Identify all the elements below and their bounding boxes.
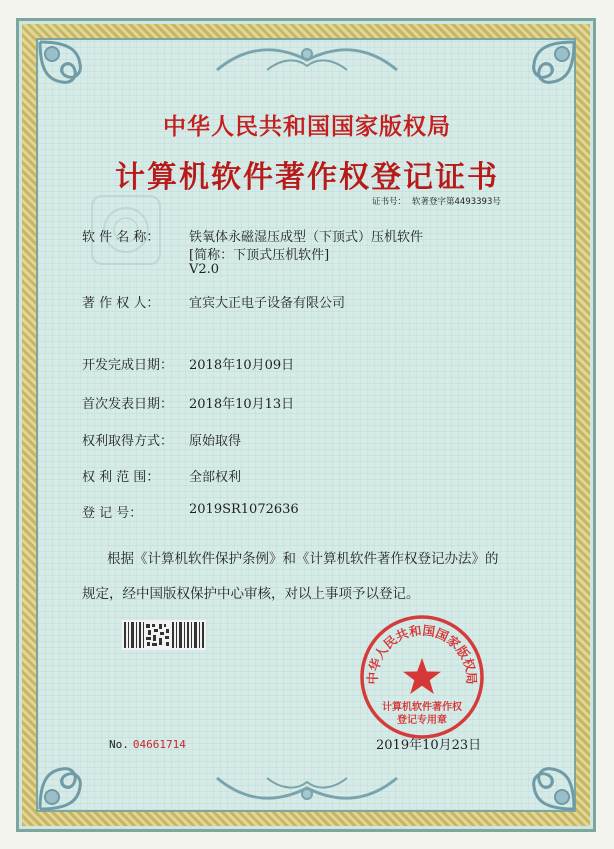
seal-inner-text-2: 登记专用章 bbox=[397, 715, 447, 726]
software-name-line-1: 铁氧体永磁湿压成型（下顶式）压机软件 bbox=[189, 230, 424, 245]
certificate-number bbox=[372, 195, 501, 207]
development-date-value: 2018年10月09日 bbox=[189, 358, 295, 373]
registration-number-label: 登 记 号： bbox=[82, 506, 143, 521]
serial-number-value: 04661714 bbox=[132, 738, 186, 751]
corner-ornament-icon bbox=[38, 749, 100, 811]
official-seal-icon bbox=[359, 614, 485, 740]
software-name-line-2: [简称：下顶式压机软件] bbox=[189, 248, 330, 263]
corner-ornament-icon bbox=[514, 749, 576, 811]
software-version: V2.0 bbox=[189, 262, 220, 277]
certificate-number-value: 软著登字第4493393号 bbox=[412, 197, 501, 207]
corner-ornament-icon bbox=[514, 40, 576, 102]
rights-scope-value: 全部权利 bbox=[189, 470, 242, 485]
scroll-ornament-icon bbox=[207, 768, 407, 808]
copyright-owner-value: 宜宾大正电子设备有限公司 bbox=[189, 296, 346, 311]
first-publication-date-value: 2018年10月13日 bbox=[189, 397, 295, 412]
scroll-ornament-icon bbox=[207, 40, 407, 80]
issuer-title: 中华人民共和国国家版权局 bbox=[163, 113, 451, 140]
registration-statement-line-1: 根据《计算机软件保护条例》和《计算机软件著作权登记办法》的 bbox=[107, 551, 499, 567]
issue-date: 2019年10月23日 bbox=[376, 738, 482, 753]
certificate-number-label: 证书号： bbox=[372, 197, 407, 207]
barcode-icon bbox=[122, 620, 206, 650]
acquisition-method-value: 原始取得 bbox=[189, 434, 242, 449]
certificate-title: 计算机软件著作权登记证书 bbox=[115, 160, 499, 195]
serial-number bbox=[109, 738, 186, 751]
serial-number-label: No. bbox=[109, 738, 129, 751]
registration-statement-line-2: 规定，经中国版权保护中心审核，对以上事项予以登记。 bbox=[82, 586, 420, 602]
software-name-label: 软 件 名 称： bbox=[82, 230, 160, 245]
acquisition-method-label: 权利取得方式： bbox=[82, 434, 174, 449]
copyright-owner-label: 著 作 权 人： bbox=[82, 296, 160, 311]
first-publication-date-label: 首次发表日期： bbox=[82, 397, 174, 412]
seal-inner-text-1: 计算机软件著作权 bbox=[382, 702, 462, 713]
corner-ornament-icon bbox=[38, 40, 100, 102]
development-date-label: 开发完成日期： bbox=[82, 358, 174, 373]
registration-number-value: 2019SR1072636 bbox=[189, 502, 299, 517]
rights-scope-label: 权 利 范 围： bbox=[82, 470, 160, 485]
seal-outer-text: 中华人民共和国国家版权局 bbox=[364, 622, 480, 685]
